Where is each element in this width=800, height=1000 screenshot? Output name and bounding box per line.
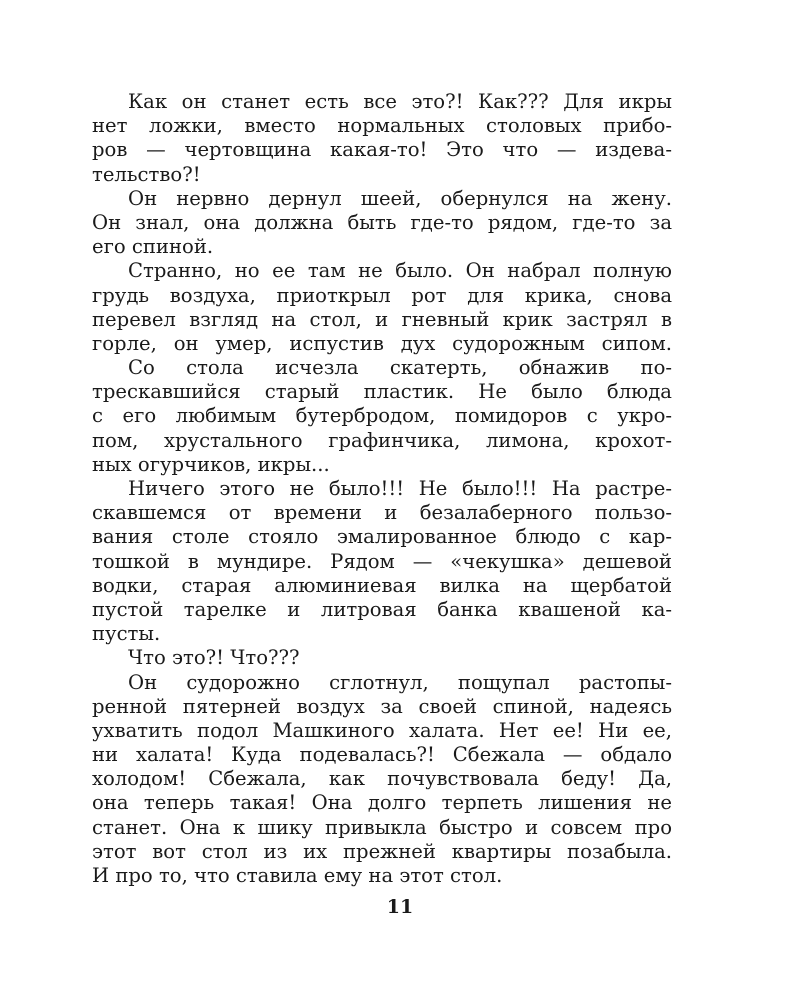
text-line: грудь воздуха, приоткрыл рот для крика, снова bbox=[92, 283, 672, 307]
text-line: скавшемся от времени и безалаберного пользо- bbox=[92, 501, 672, 525]
text-line: станет. Она к шику привыкла быстро и совсем про bbox=[92, 815, 672, 839]
text-line: ухватить подол Машкиного халата. Нет ее! Ни ее, bbox=[92, 718, 672, 742]
text-line: трескавшийся старый пластик. Не было блюда bbox=[92, 380, 672, 404]
text-line: Со стола исчезла скатерть, обнажив по- bbox=[128, 356, 672, 380]
text-line: она теперь такая! Она долго терпеть лишения не bbox=[92, 791, 672, 815]
text-line: вания столе стояло эмалированное блюдо с кар- bbox=[92, 525, 672, 549]
text-line: Он знал, она должна быть где-то рядом, где-то за bbox=[92, 210, 672, 234]
text-line: Что это?! Что??? bbox=[128, 646, 300, 670]
text-line: Как он станет есть все это?! Как??? Для икры bbox=[128, 90, 672, 113]
text-line: Он нервно дернул шеей, обернулся на жену. bbox=[128, 186, 672, 210]
text-line: этот вот стол из их прежней квартиры позабыла. bbox=[92, 839, 672, 863]
text-line: пусты. bbox=[92, 622, 161, 646]
text-line: ров — чертовщина какая-то! Это что — издева- bbox=[92, 138, 672, 162]
text-line: водки, старая алюминиевая вилка на щербатой bbox=[92, 573, 672, 597]
page-body-text bbox=[92, 90, 672, 888]
text-line: с его любимым бутербродом, помидоров с укро- bbox=[92, 404, 672, 428]
text-line: перевел взгляд на стол, и гневный крик застрял в bbox=[92, 307, 672, 331]
text-line: тельство?! bbox=[92, 162, 201, 186]
page-number: 11 bbox=[386, 896, 414, 918]
text-line: нет ложки, вместо нормальных столовых прибо- bbox=[92, 114, 672, 138]
text-line: Странно, но ее там не было. Он набрал полную bbox=[128, 259, 672, 283]
text-line: ни халата! Куда подевалась?! Сбежала — обдало bbox=[92, 743, 672, 767]
text-line: ренной пятерней воздух за своей спиной, надеясь bbox=[92, 694, 672, 718]
text-line: тошкой в мундире. Рядом — «чекушка» дешевой bbox=[92, 549, 672, 573]
text-line: пустой тарелке и литровая банка квашеной ка- bbox=[92, 597, 672, 621]
text-line: И про то, что ставила ему на этот стол. bbox=[92, 864, 503, 887]
text-line: Ничего этого не было!!! Не было!!! На растре- bbox=[128, 477, 672, 500]
text-line: горле, он умер, испустив дух судорожным сипом. bbox=[92, 331, 672, 355]
text-line: пом, хрустального графинчика, лимона, крохот- bbox=[92, 428, 672, 452]
text-line: холодом! Сбежала, как почувствовала беду! Да, bbox=[92, 767, 672, 791]
text-line: Он судорожно сглотнул, пощупал растопы- bbox=[128, 670, 672, 694]
text-line: его спиной. bbox=[92, 235, 214, 259]
text-line: ных огурчиков, икры... bbox=[92, 452, 330, 476]
